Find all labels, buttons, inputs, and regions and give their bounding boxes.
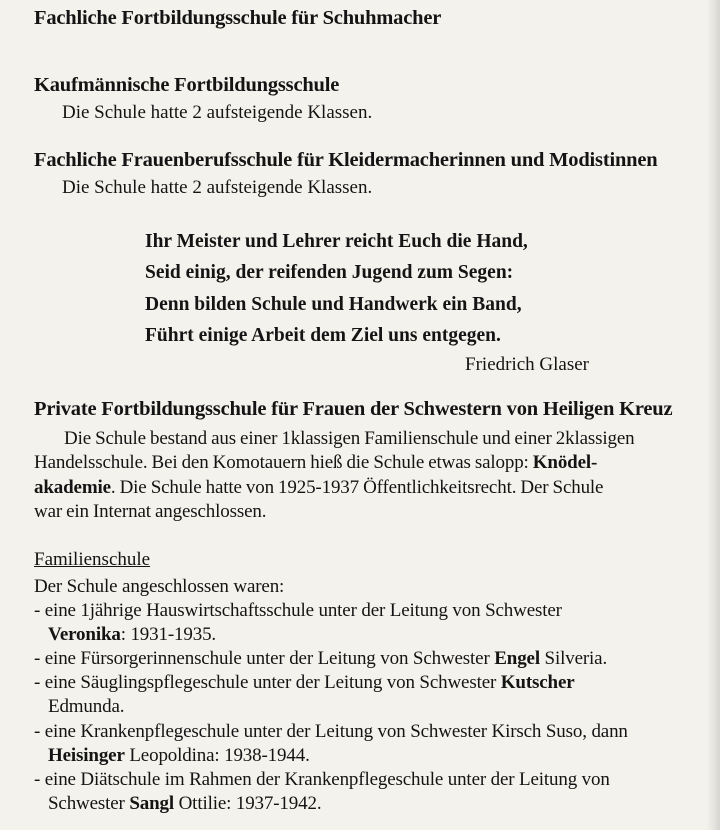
- text-line: Die Schule bestand aus einer 1klassigen Familienschule und einer 2klassigen: [64, 428, 635, 449]
- poem-line: Führt einige Arbeit dem Ziel uns entgegen.: [145, 324, 501, 346]
- text-line: [34, 451, 710, 475]
- list-item-continued: [34, 744, 710, 768]
- bold-term: Sangl: [129, 792, 175, 814]
- list-item: [34, 671, 710, 695]
- poem-author: Friedrich Glaser: [465, 354, 589, 376]
- text-run: Handelsschule. Bei den Komotauern hieß die Schule etwas salopp:: [34, 452, 533, 474]
- list-item-continued: Edmunda.: [48, 696, 125, 718]
- section-kaufmaennisch: [34, 73, 710, 125]
- text-line: [34, 476, 710, 500]
- text-run: - eine Fürsorgerinnenschule unter der Leitung von Schwester: [34, 648, 495, 670]
- text-run: : 1931-1935.: [120, 624, 217, 646]
- section-schuhmacher: [34, 6, 710, 30]
- item-list: [34, 575, 710, 816]
- list-item: - eine 1jährige Hauswirtschaftsschule unter der Leitung von Schwester: [34, 600, 562, 622]
- poem: [145, 226, 595, 378]
- bold-term: Veronika: [48, 624, 121, 646]
- text-run: Silveria.: [539, 648, 608, 670]
- list-intro: Der Schule angeschlossen waren:: [34, 576, 285, 597]
- bold-term: Kutscher: [500, 672, 575, 694]
- section-text: Die Schule hatte 2 aufsteigende Klassen.: [62, 177, 373, 198]
- section-private-school: [34, 397, 710, 525]
- list-item-continued: [34, 623, 710, 647]
- section-heading: Fachliche Fortbildungsschule für Schuhmacher: [34, 7, 442, 29]
- text-run: Schwester: [48, 792, 130, 814]
- page-edge-shadow: [706, 0, 720, 830]
- text-line: war ein Internat angeschlossen.: [34, 501, 267, 523]
- section-heading: Private Fortbildungsschule für Frauen der Schwestern von Heiligen Kreuz: [34, 398, 673, 420]
- text-run: . Die Schule hatte von 1925-1937 Öffentlichkeitsrecht. Der Schule: [110, 476, 604, 498]
- section-family-school: [34, 548, 710, 816]
- subheading: Familienschule: [34, 549, 151, 570]
- poem-line: Seid einig, der reifenden Jugend zum Segen:: [145, 262, 514, 284]
- section-frauenberuf: [34, 148, 710, 200]
- poem-line: Denn bilden Schule und Handwerk ein Band,: [145, 293, 522, 315]
- bold-term: akademie: [34, 476, 111, 498]
- list-item: [34, 647, 710, 671]
- text-run: - eine Säuglingspflegeschule unter der Leitung von Schwester: [34, 672, 501, 694]
- bold-term: Heisinger: [48, 744, 125, 766]
- paragraph: [34, 427, 710, 525]
- text-run: Ottilie: 1937-1942.: [174, 792, 322, 814]
- list-item: - eine Krankenpflegeschule unter der Leitung von Schwester Kirsch Suso, dann: [34, 720, 628, 742]
- list-item: - eine Diätschule im Rahmen der Krankenpflegeschule unter der Leitung von: [34, 768, 610, 790]
- text-run: Leopoldina: 1938-1944.: [124, 744, 310, 766]
- poem-line: Ihr Meister und Lehrer reicht Euch die Hand,: [145, 231, 528, 252]
- bold-term: Engel: [494, 648, 540, 670]
- list-item-continued: [34, 792, 710, 816]
- bold-term: Knödel-: [532, 452, 598, 474]
- section-text: Die Schule hatte 2 aufsteigende Klassen.: [62, 102, 373, 123]
- section-heading: Kaufmännische Fortbildungsschule: [34, 74, 340, 96]
- section-heading: Fachliche Frauenberufsschule für Kleidermacherinnen und Modistinnen: [34, 149, 658, 171]
